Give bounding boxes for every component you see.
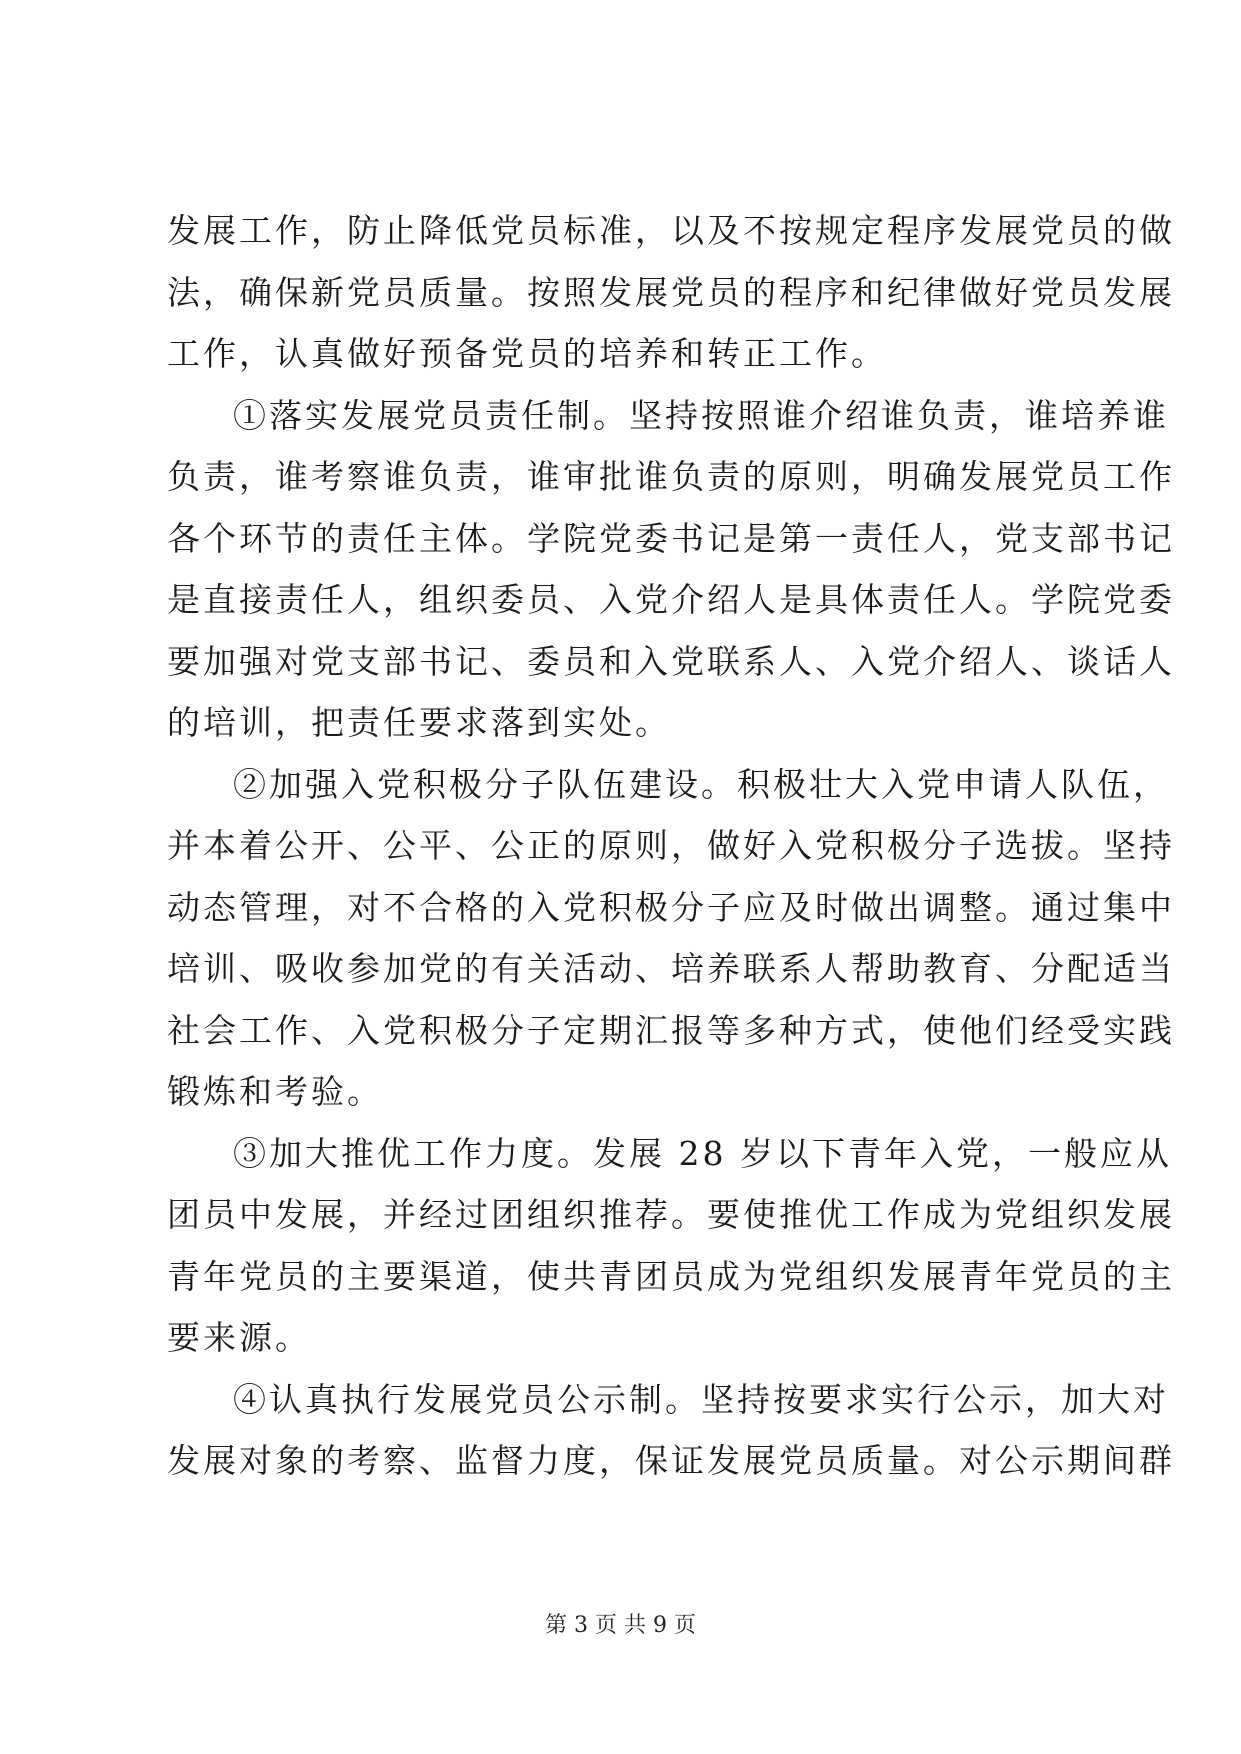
text-line: 法，确保新党员质量。按照发展党员的程序和纪律做好党员发展 xyxy=(167,272,1175,312)
text-line: 要加强对党支部书记、委员和入党联系人、入党介绍人、谈话人 xyxy=(167,641,1175,681)
text-line: 动态管理，对不合格的入党积极分子应及时做出调整。通过集中 xyxy=(167,887,1175,927)
text-line: 负责，谁考察谁负责，谁审批谁负责的原则，明确发展党员工作 xyxy=(167,457,1175,496)
text-line: 锻炼和考验。 xyxy=(167,1072,383,1111)
text-line: 社会工作、入党积极分子定期汇报等多种方式，使他们经受实践 xyxy=(167,1010,1175,1050)
page-number-footer: 第 3 页 共 9 页 xyxy=(545,1613,696,1638)
text-line: 各个环节的责任主体。学院党委书记是第一责任人，党支部书记 xyxy=(167,518,1175,558)
text-line: 并本着公开、公平、公正的原则，做好入党积极分子选拔。坚持 xyxy=(167,826,1175,865)
text-line: 青年党员的主要渠道，使共青团员成为党组织发展青年党员的主 xyxy=(167,1256,1175,1296)
paragraph-first-line: ②加强入党积极分子队伍建设。积极壮大入党申请人队伍， xyxy=(233,764,1169,804)
document-body xyxy=(167,200,1175,1492)
paragraph-first-line: ④认真执行发展党员公示制。坚持按要求实行公示，加大对 xyxy=(233,1379,1169,1419)
text-line: 培训、吸收参加党的有关活动、培养联系人帮助教育、分配适当 xyxy=(167,949,1175,988)
text-line: 工作，认真做好预备党员的培养和转正工作。 xyxy=(167,334,887,373)
text-line: 发展工作，防止降低党员标准，以及不按规定程序发展党员的做 xyxy=(167,211,1175,250)
text-line: 团员中发展，并经过团组织推荐。要使推优工作成为党组织发展 xyxy=(167,1195,1175,1234)
paragraph-first-line: ①落实发展党员责任制。坚持按照谁介绍谁负责，谁培养谁 xyxy=(233,395,1169,435)
text-line: 的培训，把责任要求落到实处。 xyxy=(167,703,671,742)
text-line: 发展对象的考察、监督力度，保证发展党员质量。对公示期间群 xyxy=(167,1441,1175,1480)
text-line: 要来源。 xyxy=(167,1318,311,1357)
paragraph-first-line: ③加大推优工作力度。发展 28 岁以下青年入党，一般应从 xyxy=(233,1133,1172,1173)
text-line: 是直接责任人，组织委员、入党介绍人是具体责任人。学院党委 xyxy=(167,580,1175,619)
